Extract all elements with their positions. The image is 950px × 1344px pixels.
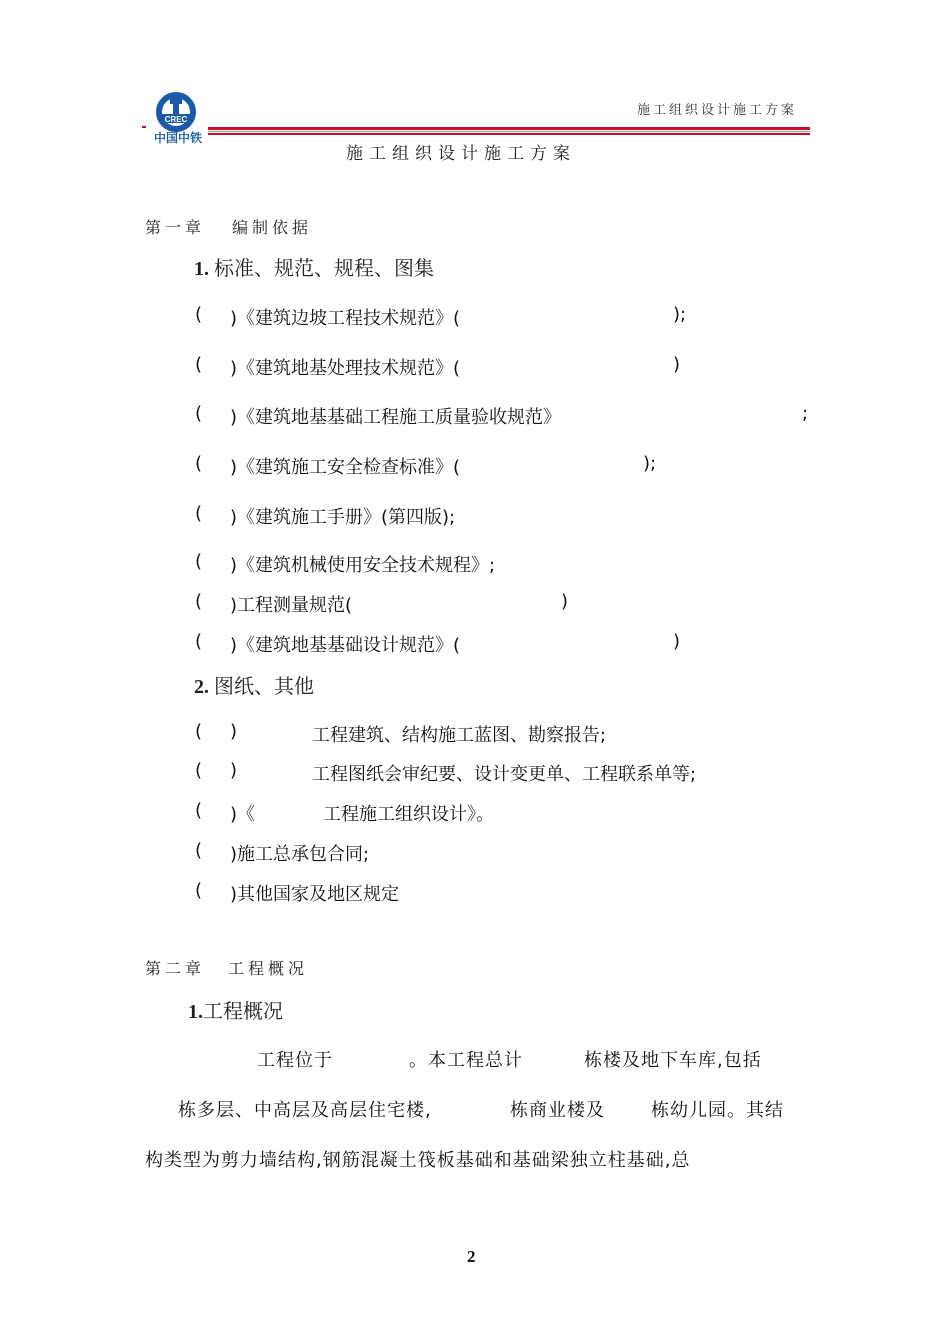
sub-title: 工程概况 <box>203 1001 283 1023</box>
section1-title: 编制依据 <box>232 218 313 237</box>
list-item-mid: ) <box>230 721 238 742</box>
sub-number: 1. <box>188 1001 203 1023</box>
sub-title: 图纸、其他 <box>214 676 314 698</box>
crec-logo-icon <box>140 92 212 150</box>
list-item-mid: ) <box>230 760 238 781</box>
list-item: )工程测量规范( <box>230 595 353 616</box>
paragraph-fragment: 栋商业楼及 <box>510 1100 605 1121</box>
paragraph-fragment: 栋楼及地下车库,包括 <box>584 1050 762 1071</box>
sub-title: 标准、规范、规程、图集 <box>214 258 434 280</box>
sub-number: 1. <box>194 258 209 280</box>
list-item: )《建筑机械使用安全技术规程》; <box>230 555 496 576</box>
sub-number: 2. <box>194 676 209 698</box>
document-title: 施工组织设计施工方案 <box>346 144 576 164</box>
list-item-mid: )《 <box>230 804 256 825</box>
page-number: 2 <box>467 1247 476 1266</box>
list-item-end: ; <box>802 403 809 424</box>
list-item-pre: ( <box>195 503 203 524</box>
list-item: 工程建筑、结构施工蓝图、勘察报告; <box>312 725 607 746</box>
list-item-pre: ( <box>195 840 203 861</box>
section1-number: 第一章 <box>145 218 206 237</box>
list-item: )《建筑施工安全检查标准》( <box>230 457 461 478</box>
list-item-pre: ( <box>195 403 203 424</box>
section2-number: 第二章 <box>145 959 206 978</box>
list-item-end: ); <box>673 304 687 325</box>
list-item-end: ) <box>673 354 681 375</box>
list-item: )其他国家及地区规定 <box>230 884 400 905</box>
paragraph-fragment: 栋多层、中高层及高层住宅楼, <box>178 1100 432 1121</box>
list-item: )《建筑地基处理技术规范》( <box>230 358 461 379</box>
logo-letters: CREC <box>164 115 188 124</box>
list-item-pre: ( <box>195 800 203 821</box>
list-item: )《建筑地基基础设计规范》( <box>230 635 461 656</box>
company-logo <box>140 92 212 150</box>
list-item: )《建筑边坡工程技术规范》( <box>230 308 461 329</box>
header-rule-bottom <box>208 133 810 135</box>
section2-sub1 <box>188 995 283 1024</box>
list-item-end: ) <box>673 631 681 652</box>
section1-sub1 <box>194 252 434 281</box>
paragraph-fragment: 工程位于 <box>257 1050 333 1071</box>
list-item-pre: ( <box>195 591 203 612</box>
section2-title: 工程概况 <box>228 959 309 978</box>
section1-sub2 <box>194 670 314 699</box>
list-item-pre: ( <box>195 453 203 474</box>
list-item-end: ) <box>561 591 569 612</box>
list-item: )《建筑施工手册》(第四版); <box>230 507 456 528</box>
list-item-pre: ( <box>195 721 203 742</box>
header-rule-top <box>208 127 810 130</box>
header-rule-mid <box>208 131 810 132</box>
header-right-text: 施工组织设计施工方案 <box>637 103 798 118</box>
paragraph-line: 构类型为剪力墙结构,钢筋混凝土筏板基础和基础梁独立柱基础,总 <box>145 1150 691 1171</box>
list-item-pre: ( <box>195 304 203 325</box>
paragraph-fragment: 栋幼儿园。其结 <box>651 1100 784 1121</box>
list-item: 工程施工组织设计》。 <box>323 804 494 825</box>
list-item-end: ); <box>643 453 657 474</box>
list-item-pre: ( <box>195 880 203 901</box>
list-item-pre: ( <box>195 631 203 652</box>
list-item-pre: ( <box>195 760 203 781</box>
list-item-pre: ( <box>195 551 203 572</box>
list-item-pre: ( <box>195 354 203 375</box>
list-item: )《建筑地基基础工程施工质量验收规范》 <box>230 407 562 428</box>
paragraph-fragment: 。本工程总计 <box>409 1050 523 1071</box>
logo-text: 中国中铁 <box>153 131 203 145</box>
list-item: )施工总承包合同; <box>230 844 370 865</box>
list-item: 工程图纸会审纪要、设计变更单、工程联系单等; <box>312 764 697 785</box>
